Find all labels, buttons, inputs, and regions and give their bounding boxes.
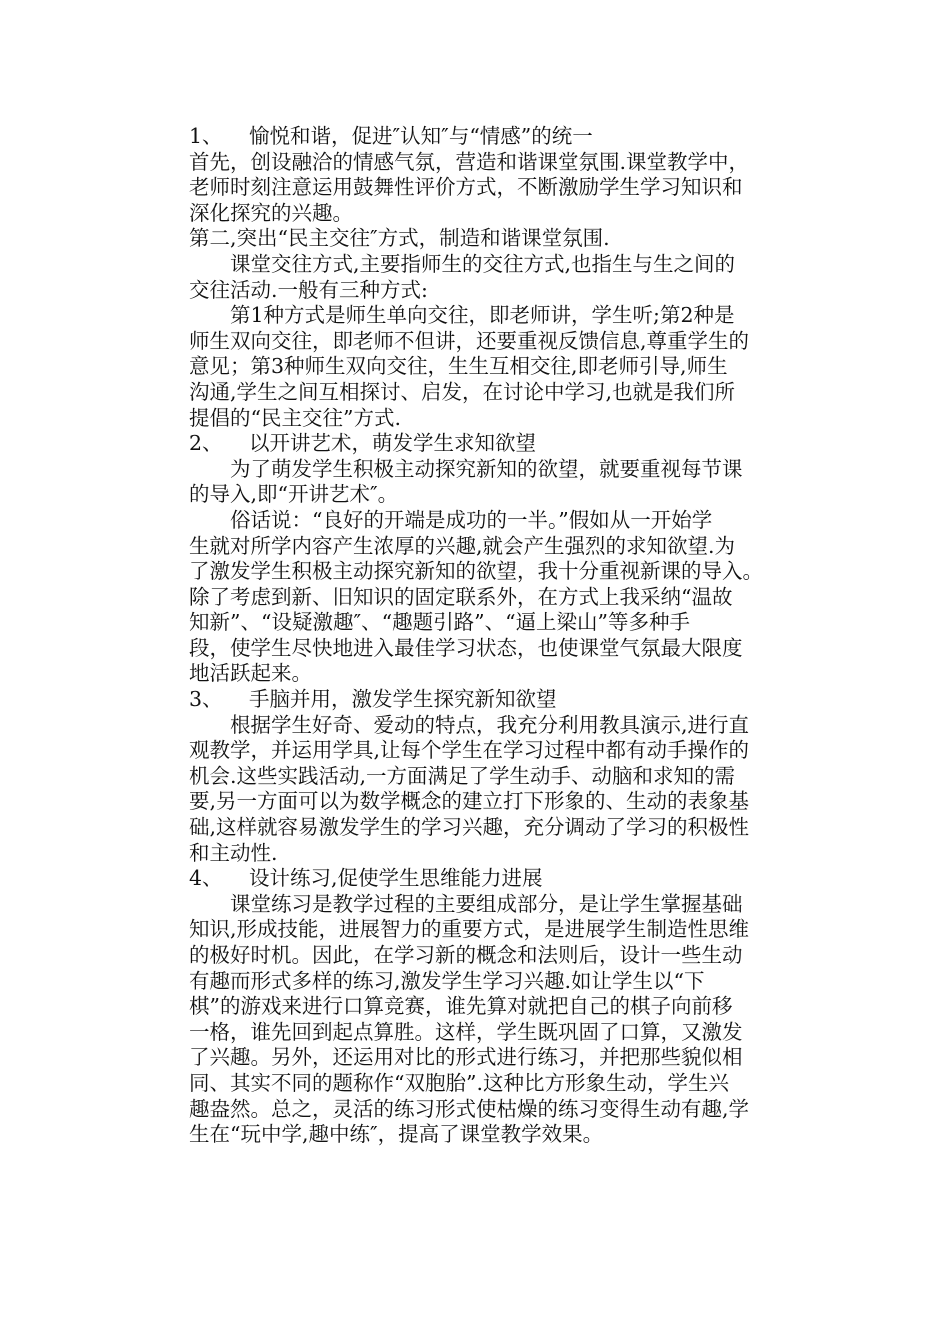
- text-line: 知识,形成技能，进展智力的重要方式，是进展学生制造性思维: [189, 917, 750, 942]
- section-heading: [189, 687, 811, 713]
- text-line: 一格，谁先回到起点算胜。这样，学生既巩固了口算，又激发: [189, 1019, 743, 1044]
- text-line: 根据学生好奇、爱动的特点，我充分利用教具演示,进行直: [230, 712, 750, 737]
- text-line: 除了考虑到新、旧知识的固定联系外，在方式上我采纳“温故: [189, 584, 733, 609]
- paragraph: [189, 303, 811, 431]
- paragraph: [189, 226, 811, 252]
- text-line: 生就对所学内容产生浓厚的兴趣,就会产生强烈的求知欲望.为: [189, 533, 736, 558]
- text-line: 意见；第3种师生双向交往，生生互相交往,即老师引导,师生: [189, 354, 728, 379]
- text-line: 第1种方式是师生单向交往，即老师讲，学生听;第2种是: [230, 303, 735, 328]
- document-page: [189, 124, 811, 1148]
- text-line: 深化探究的兴趣。: [189, 200, 353, 225]
- text-line: 课堂练习是教学过程的主要组成部分，是让学生掌握基础: [230, 891, 743, 916]
- section-number: 2、: [189, 431, 223, 456]
- text-line: 为了萌发学生积极主动探究新知的欲望，就要重视每节课: [230, 456, 743, 481]
- section-heading: [189, 124, 811, 150]
- text-line: 有趣而形式多样的练习,激发学生学习兴趣.如让学生以“下: [189, 968, 705, 993]
- text-line: 首先，创设融洽的情感气氛，营造和谐课堂氛围.课堂教学中，: [189, 149, 750, 174]
- text-line: 交往活动.一般有三种方式:: [189, 277, 428, 302]
- section-title: 手脑并用，激发学生探究新知欲望: [249, 687, 557, 712]
- text-line: 第二,突出“民主交往″方式，制造和谐课堂氛围.: [189, 226, 610, 251]
- text-line: 的极好时机。因此，在学习新的概念和法则后，设计一些生动: [189, 943, 743, 967]
- paragraph: [189, 508, 811, 687]
- section-heading: [189, 431, 811, 457]
- paragraph: [189, 150, 811, 227]
- text-line: 观教学，并运用学具,让每个学生在学习过程中都有动手操作的: [189, 738, 750, 763]
- text-line: 同、其实不同的题称作“双胞胎”.这种比方形象生动，学生兴: [189, 1070, 729, 1095]
- text-line: 课堂交往方式,主要指师生的交往方式,也指生与生之间的: [230, 251, 736, 276]
- text-line: 生在“玩中学,趣中练″，提高了课堂教学效果。: [189, 1122, 604, 1147]
- text-line: 趣盎然。总之，灵活的练习形式使枯燥的练习变得生动有趣,学: [189, 1096, 750, 1121]
- text-line: 了激发学生积极主动探究新知的欲望，我十分重视新课的导入。: [189, 559, 763, 584]
- text-line: 俗话说：“良好的开端是成功的一半。”假如从一开始学: [230, 507, 713, 532]
- text-line: 师生双向交往，即老师不但讲，还要重视反馈信息,尊重学生的: [189, 328, 750, 353]
- paragraph: [189, 892, 811, 1148]
- paragraph: [189, 457, 811, 508]
- text-line: 提倡的“民主交往”方式.: [189, 405, 401, 430]
- text-line: 段，使学生尽快地进入最佳学习状态，也使课堂气氛最大限度: [189, 635, 743, 660]
- text-line: 机会.这些实践活动,一方面满足了学生动手、动脑和求知的需: [189, 763, 736, 788]
- section-heading: [189, 866, 811, 892]
- text-line: 老师时刻注意运用鼓舞性评价方式，不断激励学生学习知识和: [189, 175, 743, 200]
- section-title: 以开讲艺术，萌发学生求知欲望: [249, 431, 536, 456]
- text-line: 棋”的游戏来进行口算竞赛，谁先算对就把自己的棋子向前移: [189, 994, 733, 1019]
- text-line: 础,这样就容易激发学生的学习兴趣，充分调动了学习的积极性: [189, 815, 750, 840]
- text-line: 知新”、“设疑激趣″、“趣题引路”、“逼上梁山”等多种手: [189, 610, 691, 635]
- text-line: 和主动性.: [189, 840, 278, 865]
- paragraph: [189, 713, 811, 867]
- text-line: 沟通,学生之间互相探讨、启发，在讨论中学习,也就是我们所: [189, 379, 736, 404]
- text-line: 要,另一方面可以为数学概念的建立打下形象的、生动的表象基: [189, 789, 750, 814]
- section-number: 4、: [189, 866, 223, 891]
- section-title: 设计练习,促使学生思维能力进展: [249, 866, 543, 891]
- text-line: 地活跃起来。: [189, 661, 312, 686]
- section-number: 1、: [189, 124, 223, 148]
- text-line: 了兴趣。另外，还运用对比的形式进行练习，并把那些貌似相: [189, 1045, 743, 1070]
- section-number: 3、: [189, 687, 223, 712]
- text-line: 的导入,即“开讲艺术″。: [189, 482, 399, 507]
- paragraph: [189, 252, 811, 303]
- section-title: 愉悦和谐，促进″认知″与“情感”的统一: [249, 124, 593, 148]
